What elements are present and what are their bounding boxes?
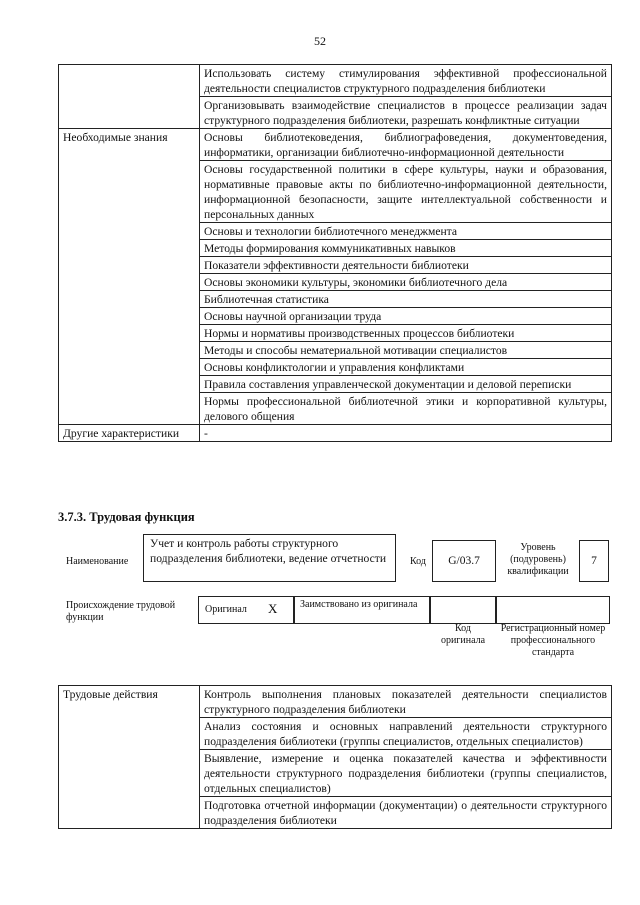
table-cell: - [200,425,612,442]
original-label: Оригинал [205,604,247,615]
level-value: 7 [579,540,609,582]
table-cell: Основы государственной политики в сфере культуры, науки и образования, нормативные правовые акты по библиотечно-информационной деятельности, информационной безопасности, защите интеллектуальной собственности и персональных данных [200,161,612,223]
reg-number-cell [496,596,610,624]
labor-actions-table [58,685,612,829]
table-cell: Методы и способы нематериальной мотивации специалистов [200,342,612,359]
original-cell [198,596,294,624]
table-cell: Основы экономики культуры, экономики библиотечного дела [200,274,612,291]
skills-knowledge-table [58,64,612,442]
table-cell: Организовывать взаимодействие специалистов в процессе реализации задач структурного подразделения библиотеки, разрешать конфликтные ситуации [200,97,612,129]
function-name-frame [143,534,396,582]
table-cell: Основы конфликтологии и управления конфликтами [200,359,612,376]
table-row [59,65,612,97]
code-label: Код [410,556,426,567]
name-label: Наименование [66,556,129,567]
table-cell: Использовать систему стимулирования эффективной профессиональной деятельности специалистов структурного подразделения библиотеки [200,65,612,97]
table-cell: Нормы и нормативы производственных процессов библиотеки [200,325,612,342]
table-cell: Подготовка отчетной информации (документации) о деятельности структурного подразделения библиотеки [200,797,612,829]
table-cell: Основы и технологии библиотечного менеджмента [200,223,612,240]
origin-label: Происхождение трудовой функции [66,600,176,623]
borrowed-label: Заимствовано из оригинала [300,599,418,610]
original-mark: X [268,601,278,616]
table-cell: Библиотечная статистика [200,291,612,308]
borrowed-cell [294,596,430,624]
row-label [59,65,200,129]
table-cell: Показатели эффективности деятельности библиотеки [200,257,612,274]
level-label: Уровень (подуровень) квалификации [507,542,569,577]
code-value: G/03.7 [432,540,496,582]
table-cell: Основы научной организации труда [200,308,612,325]
origin-code-cell [430,596,496,624]
table-row [59,425,612,442]
page-number: 52 [314,34,326,48]
table-cell: Анализ состояния и основных направлений деятельности структурного подразделения библиотеки (группы специалистов, отдельных специалистов) [200,718,612,750]
reg-number-caption: Регистрационный номер профессионального стандарта [500,623,606,658]
table-row [59,129,612,161]
table-cell: Выявление, измерение и оценка показателей качества и эффективности деятельности структурного подразделения библиотеки (группы специалистов, отдельных специалистов) [200,750,612,797]
origin-code-caption: Код оригинала [440,623,486,646]
table-cell: Правила составления управленческой документации и деловой переписки [200,376,612,393]
table-cell: Основы библиотековедения, библиографоведения, документоведения, информатики, организации библиотечно-информационной деятельности [200,129,612,161]
section-title: 3.7.3. Трудовая функция [58,510,195,524]
table-cell: Методы формирования коммуникативных навыков [200,240,612,257]
table-cell: Нормы профессиональной библиотечной этики и корпоративной культуры, делового общения [200,393,612,425]
row-label: Трудовые действия [59,686,200,829]
table-cell: Контроль выполнения плановых показателей деятельности специалистов структурного подразделения библиотеки [200,686,612,718]
table-row [59,686,612,718]
row-label: Другие характеристики [59,425,200,442]
row-label: Необходимые знания [59,129,200,425]
function-name: Учет и контроль работы структурного подразделения библиотеки, ведение отчетности [143,534,396,582]
